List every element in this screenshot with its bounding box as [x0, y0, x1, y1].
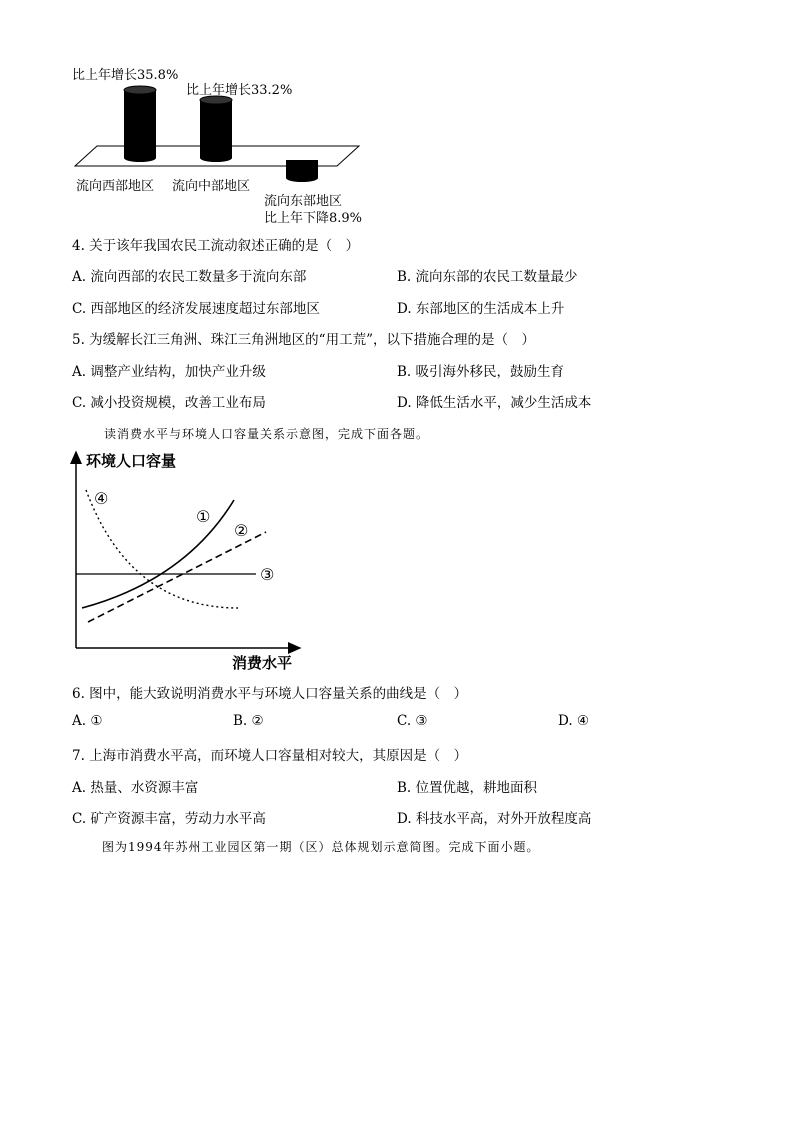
question-7-option-c[interactable]: C. 矿产资源丰富，劳动力水平高: [72, 811, 266, 827]
question-6-stem: 6. 图中，能大致说明消费水平与环境人口容量关系的曲线是（ ）: [72, 686, 468, 702]
bar-west: [124, 86, 156, 162]
curve-1-label: ①: [196, 507, 211, 526]
question-7-option-d[interactable]: D. 科技水平高，对外开放程度高: [397, 811, 592, 827]
bar-east-change: 比上年下降8.9%: [264, 211, 363, 226]
x-axis-label: 消费水平: [232, 654, 293, 672]
bar-west-change: 比上年增长35.8%: [72, 68, 179, 83]
curve-1: [82, 500, 234, 608]
question-6-option-c[interactable]: C. ③: [397, 713, 428, 729]
question-7-option-a[interactable]: A. 热量、水资源丰富: [72, 780, 199, 796]
question-4-option-a[interactable]: A. 流向西部的农民工数量多于流向东部: [72, 269, 307, 285]
curve-2: [88, 532, 266, 622]
bar-central: [200, 96, 232, 162]
bar-figure-graphic: [0, 0, 794, 230]
curve-chart-svg: [0, 440, 794, 670]
question-5-option-b[interactable]: B. 吸引海外移民，鼓励生育: [397, 364, 565, 380]
bar-west-label: 流向西部地区: [76, 179, 155, 194]
question-4-stem: 4. 关于该年我国农民工流动叙述正确的是（ ）: [72, 238, 360, 254]
curve-2-label: ②: [234, 521, 249, 540]
intro-consumption-chart: 读消费水平与环境人口容量关系示意图，完成下面各题。: [104, 427, 430, 441]
question-6-option-b[interactable]: B. ②: [233, 713, 264, 729]
curve-4: [86, 490, 238, 608]
question-6-option-a[interactable]: A. ①: [72, 713, 103, 729]
question-5-option-a[interactable]: A. 调整产业结构，加快产业升级: [72, 364, 266, 380]
y-axis-label: 环境人口容量: [86, 452, 177, 470]
question-7-option-b[interactable]: B. 位置优越，耕地面积: [397, 780, 538, 796]
curve-4-label: ④: [94, 489, 109, 508]
question-4-option-b[interactable]: B. 流向东部的农民工数量最少: [397, 269, 578, 285]
question-5-stem: 5. 为缓解长江三角洲、珠江三角洲地区的“用工荒”，以下措施合理的是（ ）: [72, 332, 535, 348]
question-4-option-c[interactable]: C. 西部地区的经济发展速度超过东部地区: [72, 301, 320, 317]
question-5-option-c[interactable]: C. 减小投资规模，改善工业布局: [72, 395, 266, 411]
curve-3-label: ③: [260, 565, 275, 584]
bar-central-label: 流向中部地区: [172, 179, 251, 194]
question-7-stem: 7. 上海市消费水平高，而环境人口容量相对较大，其原因是（ ）: [72, 748, 468, 764]
bar-central-change: 比上年增长33.2%: [186, 83, 293, 98]
bar-east-label: 流向东部地区: [264, 194, 343, 209]
question-4-option-d[interactable]: D. 东部地区的生活成本上升: [397, 301, 565, 317]
intro-suzhou-map: 图为1994年苏州工业园区第一期（区）总体规划示意简图。完成下面小题。: [102, 840, 540, 854]
question-6-option-d[interactable]: D. ④: [558, 713, 590, 729]
question-5-option-d[interactable]: D. 降低生活水平，减少生活成本: [397, 395, 592, 411]
bar-east: [286, 160, 318, 182]
